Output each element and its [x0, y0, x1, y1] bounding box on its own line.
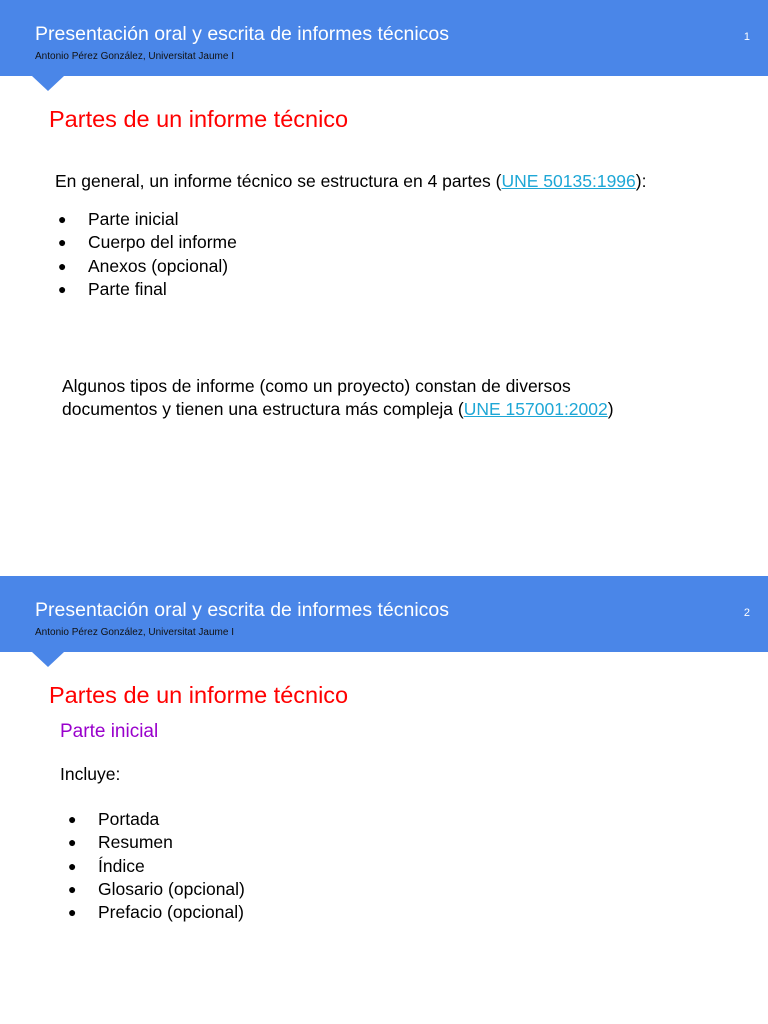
list-item: [68, 878, 245, 901]
list-item-label: Prefacio (opcional): [98, 902, 244, 923]
note-line-1: Algunos tipos de informe (como un proyecto) constan de diversos: [62, 376, 571, 396]
page-number: 2: [743, 607, 750, 619]
standard-link[interactable]: UNE 157001:2002: [463, 399, 608, 419]
bullet-dot: ●: [68, 811, 77, 827]
list-item-label: Resumen: [98, 832, 173, 853]
header-title: Presentación oral y escrita de informes técnicos: [35, 599, 450, 621]
note-text-end: ): [607, 399, 614, 419]
intro-paragraph: [55, 170, 646, 193]
list-item: [58, 255, 237, 278]
note-text: documentos y tienen una estructura más compleja (: [62, 399, 464, 419]
slide-header: [0, 576, 768, 652]
list-item: [68, 831, 245, 854]
page-number: 1: [743, 31, 750, 43]
list-item-label: Anexos (opcional): [88, 255, 229, 276]
standard-link[interactable]: UNE 50135:1996: [501, 171, 636, 191]
list-item-label: Glosario (opcional): [98, 878, 245, 899]
list-item: [68, 901, 245, 924]
header-author: Antonio Pérez González, Universitat Jaume I: [35, 51, 234, 62]
list-item: [68, 855, 245, 878]
intro-text: En general, un informe técnico se estructura en 4 partes (: [55, 171, 502, 191]
header-title: Presentación oral y escrita de informes técnicos: [35, 23, 450, 45]
list-item-label: Parte final: [88, 278, 167, 299]
slide-title: Partes de un informe técnico: [49, 106, 349, 132]
bullet-dot: ●: [68, 834, 77, 851]
bullet-dot: ●: [68, 880, 77, 897]
bullet-dot: ●: [58, 257, 67, 274]
bullet-list: [68, 808, 245, 924]
list-item: [58, 231, 237, 254]
bullet-dot: ●: [68, 904, 77, 921]
bullet-dot: ●: [58, 234, 67, 251]
list-item-label: Índice: [98, 855, 145, 876]
intro-paragraph: Incluye:: [60, 764, 121, 784]
bullet-dot: ●: [58, 280, 67, 297]
slide-2: [0, 576, 768, 1024]
header-pointer-arrow: [32, 652, 64, 667]
header-author: Antonio Pérez González, Universitat Jaume I: [35, 627, 234, 638]
intro-text-end: ):: [635, 171, 647, 191]
header-pointer-arrow: [32, 76, 64, 91]
list-item-label: Cuerpo del informe: [88, 232, 237, 253]
bullet-list: [58, 208, 237, 301]
slide-title: Partes de un informe técnico: [49, 682, 349, 708]
list-item: [68, 808, 245, 831]
list-item-label: Parte inicial: [88, 209, 179, 229]
bullet-dot: ●: [68, 857, 77, 874]
list-item: [58, 208, 237, 231]
note-line-2: [62, 398, 614, 421]
note-paragraph: [62, 375, 614, 421]
bullet-dot: ●: [58, 211, 67, 227]
slide-header: [0, 0, 768, 76]
list-item-label: Portada: [98, 809, 160, 829]
section-subtitle: Parte inicial: [60, 721, 159, 742]
list-item: [58, 278, 237, 301]
